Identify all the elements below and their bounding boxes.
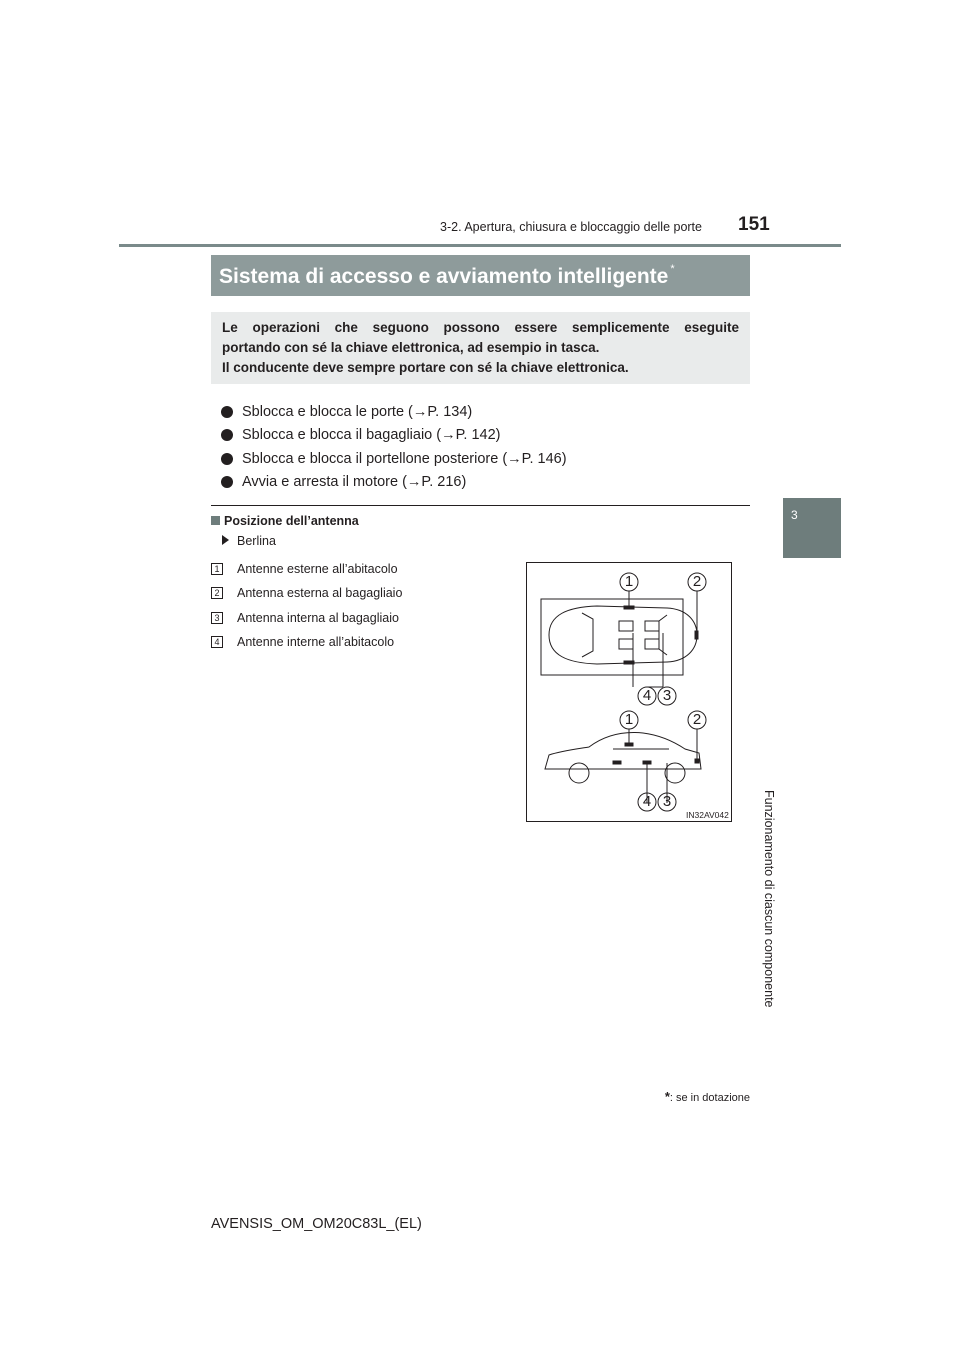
bullet-icon xyxy=(221,476,233,488)
legend-item: 2 Antenna esterna al bagagliaio xyxy=(211,581,402,605)
footnote-asterisk: * xyxy=(664,1089,670,1104)
chapter-tab-number: 3 xyxy=(791,508,798,522)
section-title-text: Sistema di accesso e avviamento intelligente xyxy=(219,265,669,288)
callout-3: 3 xyxy=(662,793,672,810)
list-item: Sblocca e blocca il portellone posteriore (→P. 146) xyxy=(221,447,741,471)
list-item: Sblocca e blocca il bagagliaio (→P. 142) xyxy=(221,424,741,448)
feature-list xyxy=(221,400,741,494)
bullet-icon xyxy=(221,406,233,418)
page-number: 151 xyxy=(738,214,770,235)
header-rule xyxy=(119,244,841,247)
intro-line-2: portando con sé la chiave elettronica, ad esempio in tasca. xyxy=(222,340,600,355)
section-divider xyxy=(211,505,750,506)
legend-number-box: 2 xyxy=(211,587,223,599)
footnote: *: se in dotazione xyxy=(664,1089,750,1104)
document-footer: AVENSIS_OM_OM20C83L_(EL) xyxy=(211,1216,422,1232)
legend-number-box: 3 xyxy=(211,612,223,624)
callout-1: 1 xyxy=(624,573,634,590)
antenna-location-figure xyxy=(526,562,732,822)
top-view-windshield xyxy=(582,613,593,657)
figure-code: IN32AV042 xyxy=(686,810,729,820)
section-title xyxy=(211,255,750,296)
legend-item: 3 Antenna interna al bagagliaio xyxy=(211,606,402,630)
top-view-car-body xyxy=(549,606,697,664)
list-item: Avvia e arresta il motore (→P. 216) xyxy=(221,471,741,495)
legend-item: 4 Antenne interne all’abitacolo xyxy=(211,630,402,654)
callout-3: 3 xyxy=(662,687,672,704)
callout-4: 4 xyxy=(642,793,652,810)
intro-line-3: Il conducente deve sempre portare con sé la chiave elettronica. xyxy=(222,360,629,375)
callout-4: 4 xyxy=(642,687,652,704)
triangle-bullet-icon xyxy=(222,535,229,545)
running-header-section: 3-2. Apertura, chiusura e bloccaggio delle porte xyxy=(440,220,702,234)
antenna-legend xyxy=(211,557,402,654)
legend-number-box: 4 xyxy=(211,636,223,648)
square-bullet-icon xyxy=(211,516,220,525)
bullet-icon xyxy=(221,429,233,441)
bullet-icon xyxy=(221,453,233,465)
legend-item: 1 Antenne esterne all’abitacolo xyxy=(211,557,402,581)
callout-2: 2 xyxy=(692,573,702,590)
chapter-tab xyxy=(783,498,841,558)
chapter-side-label: Funzionamento di ciascun componente xyxy=(762,790,776,1008)
car-diagram-svg xyxy=(527,563,733,823)
subsection-heading: Posizione dell’antenna xyxy=(211,514,359,528)
intro-box xyxy=(211,312,750,384)
section-title-asterisk: * xyxy=(670,263,675,275)
legend-number-box: 1 xyxy=(211,563,223,575)
list-item: Sblocca e blocca le porte (→P. 134) xyxy=(221,400,741,424)
intro-line-1: Le operazioni che seguono possono essere semplicemente eseguite xyxy=(222,320,739,335)
variant-label: Berlina xyxy=(222,534,276,548)
callout-2: 2 xyxy=(692,711,702,728)
callout-1: 1 xyxy=(624,711,634,728)
